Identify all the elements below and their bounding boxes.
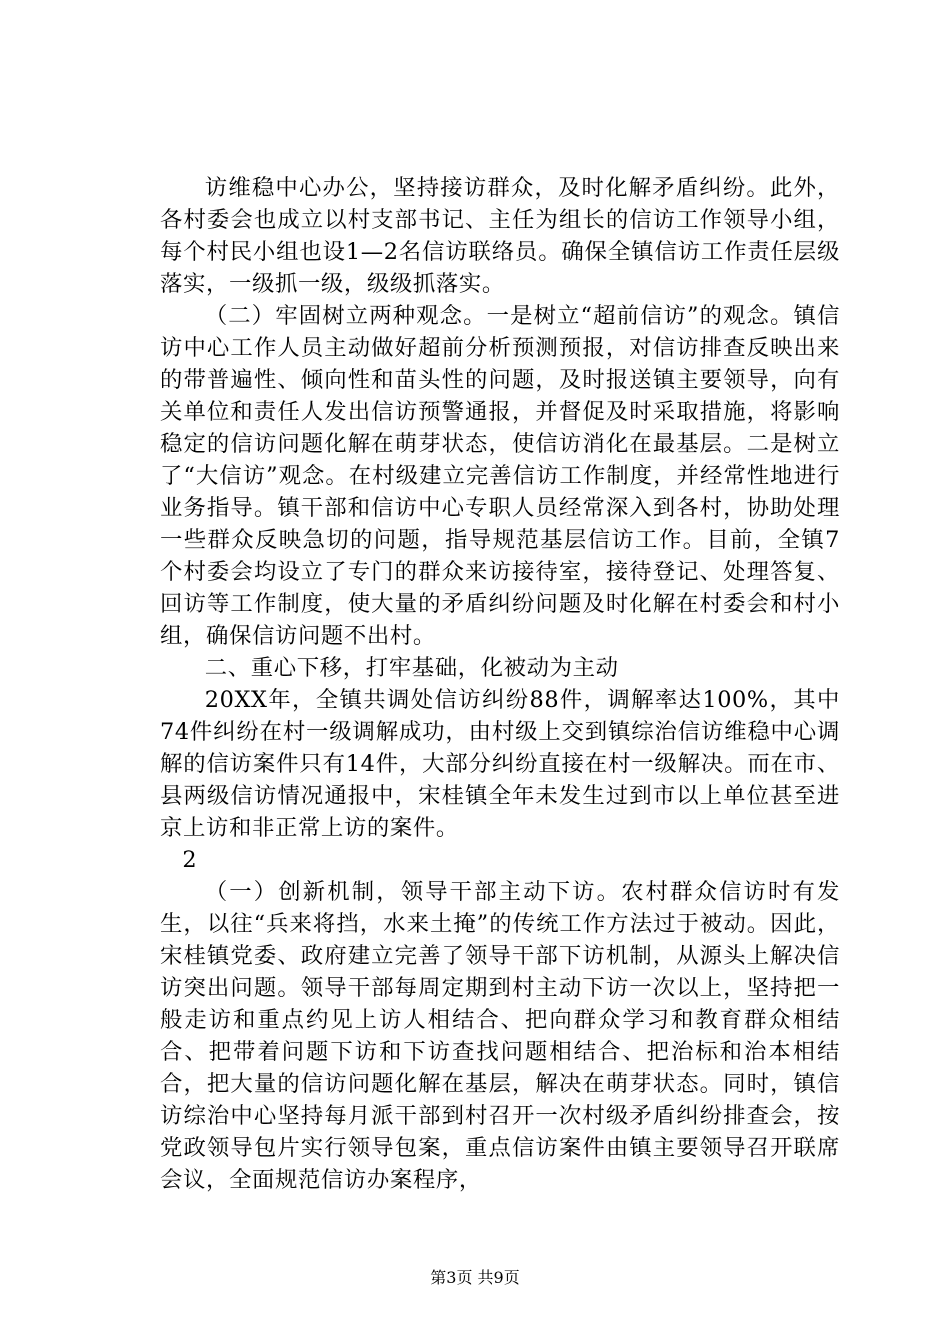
paragraph-statistics: 20XX年，全镇共调处信访纠纷88件，调解率达100%，其中74件纠纷在村一级调解成功，由村级上交到镇综治信访维稳中心调解的信访案件只有14件，大部分纠纷直接在村一级解决。而在市、县两级信访情况通报中，宋桂镇全年未发生过到市以上单位甚至进京上访和非正常上访的案件。 [160, 687, 840, 841]
paragraph-two-concepts: （二）牢固树立两种观念。一是树立“超前信访”的观念。镇信访中心工作人员主动做好超前分析预测预报，对信访排查反映出来的带普遍性、倾向性和苗头性的问题，及时报送镇主要领导，向有关单位和责任人发出信访预警通报，并督促及时采取措施，将影响稳定的信访问题化解在萌芽状态，使信访消化在最基层。二是树立了“大信访”观念。在村级建立完善信访工作制度，并经常性地进行业务指导。镇干部和信访中心专职人员经常深入到各村，协助处理一些群众反映急切的问题，指导规范基层信访工作。目前，全镇7个村委会均设立了专门的群众来访接待室，接待登记、处理答复、回访等工作制度，使大量的矛盾纠纷问题及时化解在村委会和村小组，确保信访问题不出村。 [160, 303, 840, 649]
inline-page-number: 2 [182, 847, 198, 873]
section-heading-focus-down: 二、重心下移，打牢基础，化被动为主动 [204, 655, 619, 681]
page-footer: 第3页 共9页 [430, 1268, 520, 1287]
document-body [160, 172, 840, 1196]
paragraph-visit-office: 访维稳中心办公，坚持接访群众，及时化解矛盾纠纷。此外，各村委会也成立以村支部书记、主任为组长的信访工作领导小组，每个村民小组也设1—2名信访联络员。确保全镇信访工作责任层级落实，一级抓一级，级级抓落实。 [160, 175, 840, 297]
paragraph-innovation-mechanism: （一）创新机制，领导干部主动下访。农村群众信访时有发生，以往“兵来将挡，水来土掩”的传统工作方法过于被动。因此，宋桂镇党委、政府建立完善了领导干部下访机制，从源头上解决信访突出问题。领导干部每周定期到村主动下访一次以上，坚持把一般走访和重点约见上访人相结合、把向群众学习和教育群众相结合、把带着问题下访和下访查找问题相结合、把治标和治本相结合，把大量的信访问题化解在基层，解决在萌芽状态。同时，镇信访综治中心坚持每月派干部到村召开一次村级矛盾纠纷排查会，按党政领导包片实行领导包案，重点信访案件由镇主要领导召开联席会议，全面规范信访办案程序， [160, 879, 840, 1193]
